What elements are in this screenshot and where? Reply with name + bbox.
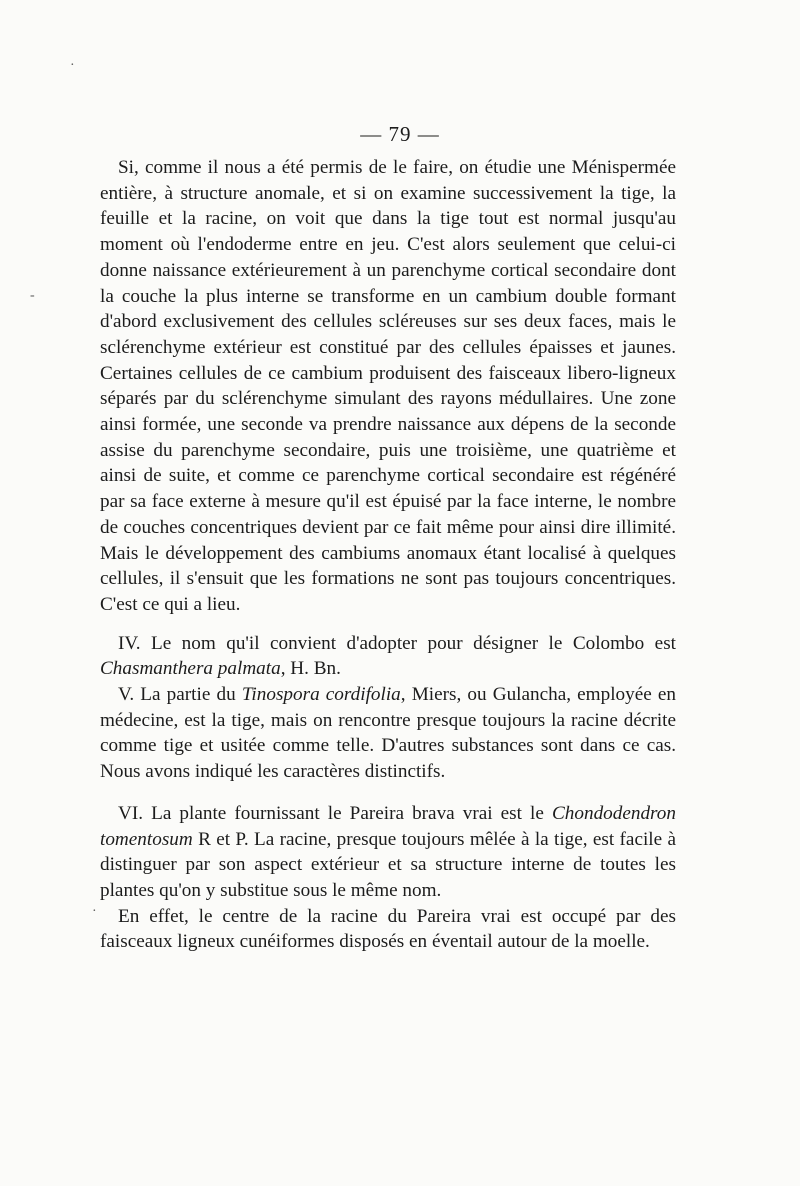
species-name: Tinospora cordifolia: [241, 684, 401, 706]
text-segment: VI. La plante fournissant le Pareira brava vrai est le: [118, 802, 552, 824]
text-segment: En effet, le centre de la racine du Pareira vrai est occupé par des faisceaux ligneux cunéiformes disposés en éventail autour de la moelle.: [100, 905, 676, 953]
paragraph-pareira-structure: [100, 904, 676, 955]
paragraph-structure-anomale: [100, 155, 676, 618]
body-text: [100, 155, 676, 955]
text-segment: R et P. La racine, presque toujours mêlée à la tige, est facile à distinguer par son aspect extérieur et sa structure interne de toutes les plantes qu'on y substitue sous le même nom.: [100, 828, 676, 901]
margin-mark: ·: [92, 904, 97, 919]
margin-mark: -: [30, 288, 35, 303]
text-segment: Si, comme il nous a été permis de le faire, on étudie une Ménispermée entière, à structure anomale, et si on examine successivement la tige, la feuille et la racine, on voit que dans la tige tout est normal jusqu'au moment où l'endoderme entre en jeu. C'est alors seulement que celui-ci donne naissance extérieurement à un parenchyme cortical secondaire dont la couche la plus interne se transforme en un cambium double formant d'abord exclusivement des cellules scléreuses sur ses deux faces, mais le sclérenchyme extérieur est constitué par des cellules épaisses et jaunes. Certaines cellules de ce cambium produisent des faisceaux libero-ligneux séparés par du sclérenchyme simulant des rayons médullaires. Une zone ainsi formée, une seconde va prendre naissance aux dépens de la seconde assise du parenchyme secondaire, puis une troisième, une quatrième et ainsi de suite, et comme ce parenchyme cortical secondaire est régénéré par sa face externe à mesure qu'il est épuisé par la face interne, le nombre de couches concentriques devient par ce fait même pour ainsi dire illimité. Mais le développement des cambiums anomaux étant localisé à quelques cellules, il s'ensuit que les formations ne sont pas toujours concentriques. C'est ce qui a lieu.: [100, 157, 676, 615]
paragraph-pareira-brava: [100, 801, 676, 904]
species-name: Chasmanthera palmata: [100, 658, 281, 680]
text-segment: , Miers, ou Gulancha, employée en médecine, est la tige, mais on rencontre presque toujours la racine décrite comme tige et usitée comme telle. D'autres substances sont dans ce cas. Nous avons indiqué les caractères distinctifs.: [100, 684, 676, 783]
text-segment: , H. Bn.: [280, 658, 341, 680]
page-number: — 79 —: [360, 122, 440, 146]
paper-speck: ·: [70, 58, 75, 73]
species-name: Chondodendron tomentosum: [100, 802, 676, 850]
paragraph-gulancha: [100, 682, 676, 785]
text-segment: V. La partie du: [118, 684, 242, 706]
paragraph-colombo: [100, 631, 676, 682]
text-segment: IV. Le nom qu'il convient d'adopter pour désigner le Colombo est: [118, 632, 676, 654]
